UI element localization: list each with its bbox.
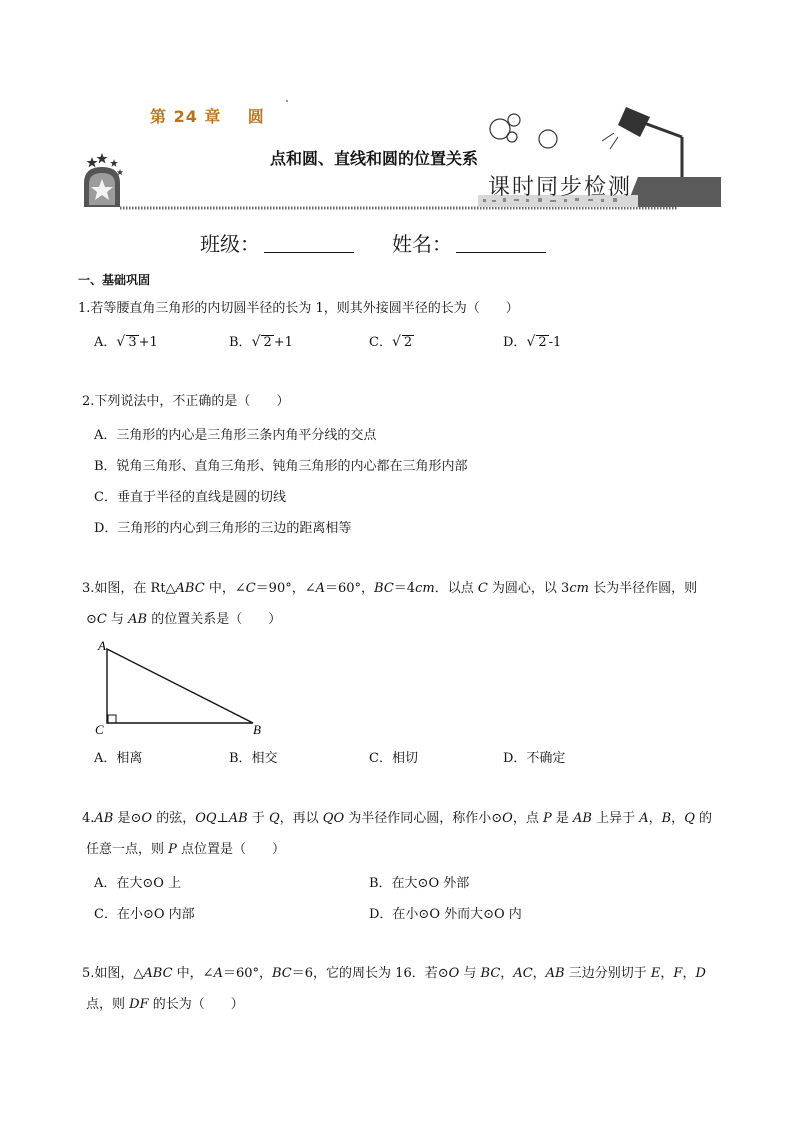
question-2-stem: 2.下列说法中，不正确的是（ ） — [82, 394, 290, 409]
right-angle-mark — [108, 715, 116, 723]
question-2-option-d[interactable]: D．三角形的内心到三角形的三边的距离相等 — [94, 521, 352, 536]
class-label: 班级： — [200, 232, 260, 256]
name-label: 姓名： — [392, 232, 452, 256]
class-blank[interactable] — [264, 234, 354, 253]
question-4-option-d[interactable]: D．在小⊙O 外而大⊙O 内 — [369, 907, 522, 922]
question-4-option-b[interactable]: B．在大⊙O 外部 — [369, 876, 470, 891]
vertex-label-a: A — [98, 638, 106, 653]
question-5-stem-line-2: 点，则 DF 的长为（ ） — [86, 997, 244, 1012]
question-4-option-c[interactable]: C．在小⊙O 内部 — [94, 907, 195, 922]
chapter-title: 第 24 章 圆 — [150, 107, 265, 126]
question-2-option-a[interactable]: A．三角形的内心是三角形三条内角平分线的交点 — [94, 428, 377, 443]
question-3-option-a[interactable]: A．相离 — [94, 751, 143, 766]
question-1-stem: 1.若等腰直角三角形的内切圆半径的长为 1，则其外接圆半径的长为（ ） — [78, 301, 519, 316]
question-3-option-b[interactable]: B．相交 — [229, 751, 278, 766]
vertex-label-b: B — [253, 722, 261, 737]
question-1-option-a[interactable]: A．√ 3 +1 — [94, 334, 158, 350]
question-2-option-c[interactable]: C．垂直于半径的直线是圆的切线 — [94, 490, 286, 505]
lesson-title: 点和圆、直线和圆的位置关系 — [270, 149, 479, 168]
triangle-abc — [107, 649, 253, 723]
section-title: 一、基础巩固 — [78, 273, 151, 287]
question-3-stem-line-2: ⊙C 与 AB 的位置关系是（ ） — [86, 612, 282, 627]
question-1-option-b[interactable]: B．√ 2 +1 — [229, 334, 293, 350]
question-4-stem-line-1: 4.AB 是⊙O 的弦，OQ⊥AB 于 Q，再以 QO 为半径作同心圆，称作小⊙O，点 P 是 AB 上异于 A，B，Q 的 — [82, 811, 712, 826]
banner-title: 课时同步检测 — [488, 175, 633, 200]
question-5-stem-line-1: 5.如图，△ABC 中，∠A＝60°，BC＝6，它的周长为 16．若⊙O 与 BC，AC，AB 三边分别切于 E，F，D — [82, 966, 706, 981]
class-field — [200, 228, 354, 257]
question-2-option-b[interactable]: B．锐角三角形、直角三角形、钝角三角形的内心都在三角形内部 — [94, 459, 468, 474]
name-field — [392, 228, 546, 257]
vertex-label-c: C — [95, 722, 104, 737]
question-4-option-a[interactable]: A．在大⊙O 上 — [94, 876, 182, 891]
star-emblem-icon — [84, 153, 123, 207]
question-3-option-d[interactable]: D．不确定 — [503, 751, 566, 766]
name-blank[interactable] — [456, 234, 546, 253]
question-3-stem-line-1: 3.如图，在 Rt△ABC 中，∠C＝90°，∠A＝60°，BC＝4cm．以点 C 为圆心，以 3cm 长为半径作圆，则 — [82, 581, 698, 596]
desk-lamp-icon — [602, 107, 682, 177]
question-3-triangle-figure — [90, 636, 270, 740]
question-3-option-c[interactable]: C．相切 — [369, 751, 418, 766]
bubbles-icon — [490, 114, 557, 148]
question-1-option-d[interactable]: D．√ 2 -1 — [503, 334, 562, 350]
question-1-option-c[interactable]: C．√ 2 — [369, 334, 413, 350]
desk-bar — [626, 177, 721, 207]
question-4-stem-line-2: 任意一点，则 P 点位置是（ ） — [86, 842, 286, 857]
